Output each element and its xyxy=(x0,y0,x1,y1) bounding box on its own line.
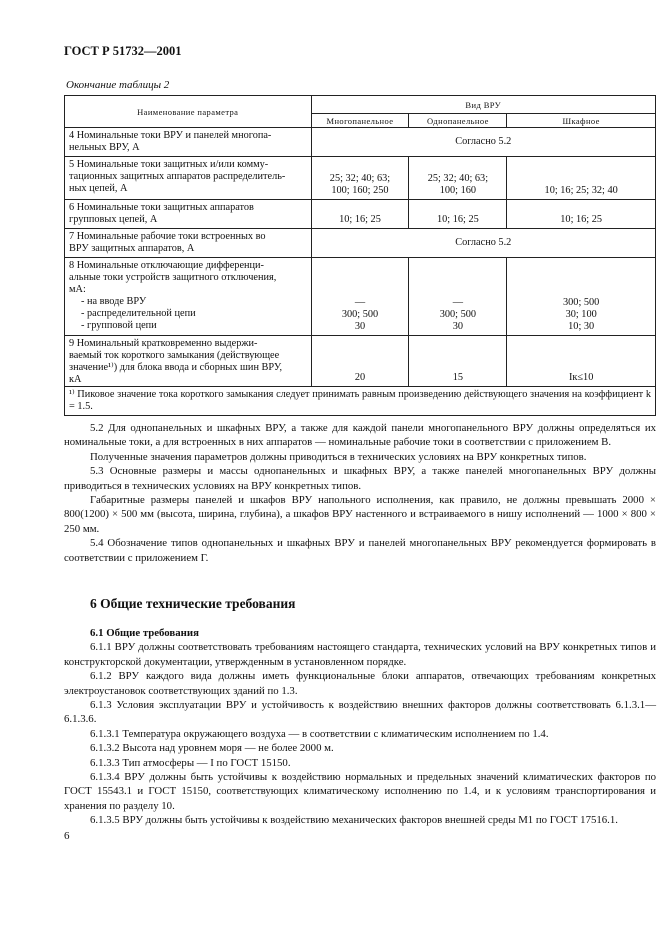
section-body xyxy=(64,626,656,828)
parameter-line: групповых цепей, А xyxy=(69,214,158,225)
parameters-table xyxy=(64,95,656,416)
parameter-line: нельных ВРУ, А xyxy=(69,142,140,153)
merged-value: Согласно 5.2 xyxy=(311,229,655,258)
parameter-line: ваемый ток короткого замыкания (действующее xyxy=(69,350,280,361)
value-line: 30; 100 xyxy=(565,309,597,320)
parameter-name xyxy=(65,200,312,229)
document-id: ГОСТ Р 51732—2001 xyxy=(64,44,182,58)
value-line: 10; 16; 25; 32; 40 xyxy=(544,185,618,196)
parameter-name xyxy=(65,336,312,387)
parameter-name xyxy=(65,258,312,336)
paragraph: 6.1.3.4 ВРУ должны быть устойчивы к воздействию нормальных и предельных значений климатических факторов по ГОСТ 15543.1 и ГОСТ 15150, соответствующих климатическому исполнению по 1.4, и к условиям транспортирования и хранения по разделу 10. xyxy=(64,771,656,812)
paragraph: 6.1.3.2 Высота над уровнем моря — не более 2000 м. xyxy=(90,742,334,755)
value-line: — xyxy=(354,297,366,308)
value-line: 30 xyxy=(452,321,464,332)
table-footnote: ¹⁾ Пиковое значение тока короткого замыкания следует принимать равным произведению действующего значения на коэффициент k = 1.5. xyxy=(65,387,656,416)
parameter-line: ВРУ защитных аппаратов, А xyxy=(69,243,195,254)
parameter-line: мА: xyxy=(69,284,86,295)
value-line: 25; 32; 40; 63; xyxy=(427,173,489,184)
parameter-line: 4 Номинальные токи ВРУ и панелей многопа- xyxy=(69,130,272,141)
value-line: Iк≤10 xyxy=(568,372,594,383)
value-multi xyxy=(311,336,409,387)
table-body xyxy=(65,128,656,387)
parameter-line: - распределительной цепи xyxy=(81,308,196,319)
column-header-group: Вид ВРУ xyxy=(311,96,655,114)
value-single xyxy=(409,157,507,200)
parameter-line: 5 Номинальные токи защитных и/или комму- xyxy=(69,159,269,170)
parameter-name xyxy=(65,229,312,258)
table-row xyxy=(65,336,656,387)
value-cabinet xyxy=(507,336,656,387)
value-line: 100; 160 xyxy=(439,185,477,196)
value-line: 300; 500 xyxy=(563,297,600,308)
parameter-line: - групповой цепи xyxy=(81,320,157,331)
column-header-single: Однопанельное xyxy=(409,114,507,128)
value-line: 25; 32; 40; 63; xyxy=(329,173,391,184)
paragraph: 6.1.3.3 Тип атмосферы — I по ГОСТ 15150. xyxy=(90,756,291,769)
column-header-parameter: Наименование параметра xyxy=(65,96,312,128)
value-multi xyxy=(311,200,409,229)
value-line: — xyxy=(452,297,464,308)
value-multi xyxy=(311,258,409,336)
parameter-name xyxy=(65,157,312,200)
section-title: 6 Общие технические требования xyxy=(90,596,296,611)
parameter-line: альные токи устройств защитного отключения, xyxy=(69,272,277,283)
value-line: 10; 16; 25 xyxy=(437,214,479,225)
paragraph: 6.1.3 Условия эксплуатации ВРУ и устойчивость к воздействию внешних факторов должны соответствовать 6.1.3.1—6.1.3.6. xyxy=(64,699,656,726)
value-line: 100; 160; 250 xyxy=(331,185,389,196)
parameter-line: 7 Номинальные рабочие токи встроенных во xyxy=(69,231,266,242)
paragraph: 6.1.1 ВРУ должны соответствовать требованиям настоящего стандарта, технических условий на ВРУ конкретных типов и конструкторской документации, утвержденным в установленном порядке. xyxy=(64,641,656,668)
value-line: 20 xyxy=(354,372,366,383)
parameter-line: - на вводе ВРУ xyxy=(81,296,147,307)
parameter-line: значение¹⁾) для блока ввода и сборных шин ВРУ, xyxy=(69,362,283,373)
paragraph: 5.4 Обозначение типов однопанельных и шкафных ВРУ и панелей многопанельных ВРУ рекомендуется формировать в соответствии с приложением Г. xyxy=(64,537,656,564)
parameter-line: 9 Номинальный кратковременно выдержи- xyxy=(69,338,258,349)
parameter-line: тационных защитных аппаратов распределитель- xyxy=(69,171,286,182)
paragraph: 5.3 Основные размеры и массы однопанельных и шкафных ВРУ, а также панелей многопанельных ВРУ должны приводиться в технических условиях на ВРУ конкретных типов. xyxy=(64,465,656,492)
table-caption: Окончание таблицы 2 xyxy=(66,79,170,91)
parameter-line: 8 Номинальные отключающие дифференци- xyxy=(69,260,264,271)
body-paragraphs xyxy=(64,421,656,565)
column-header-multi: Многопанельное xyxy=(311,114,409,128)
value-line: 300; 500 xyxy=(439,309,477,320)
paragraph: 6.1.3.5 ВРУ должны быть устойчивы к воздействию механических факторов внешней среды М1 по ГОСТ 17516.1. xyxy=(90,814,618,827)
value-cabinet xyxy=(507,200,656,229)
value-line: 10; 30 xyxy=(568,321,595,332)
paragraph: 5.2 Для однопанельных и шкафных ВРУ, а также для каждой панели многопанельного ВРУ должны определяться их номинальные токи, а для встроенных в них аппаратов — номинальные рабочие токи в соответствии с приложением В. xyxy=(64,422,656,449)
value-single xyxy=(409,258,507,336)
paragraph: 6.1.3.1 Температура окружающего воздуха — в соответствии с климатическим исполнением по 1.4. xyxy=(90,727,549,740)
paragraph: 6.1.2 ВРУ каждого вида должны иметь функциональные блоки аппаратов, отвечающих требованиям конкретных электроустановок соответствующих зданий по 1.3. xyxy=(64,670,656,697)
merged-value: Согласно 5.2 xyxy=(311,128,655,157)
table-row xyxy=(65,200,656,229)
value-cabinet xyxy=(507,157,656,200)
subsection-title: 6.1 Общие требования xyxy=(90,627,199,639)
value-line: 30 xyxy=(354,321,366,332)
page-number: 6 xyxy=(64,830,70,842)
value-multi xyxy=(311,157,409,200)
parameter-line: кА xyxy=(69,374,82,385)
paragraph: Габаритные размеры панелей и шкафов ВРУ напольного исполнения, как правило, не должны превышать 2000 × 800(1200) × 500 мм (высота, ширина, глубина), а шкафов ВРУ настенного и встраиваемого в нишу исполнений — 1000 × 800 × 250 мм. xyxy=(64,494,656,535)
value-cabinet xyxy=(507,258,656,336)
paragraph: Полученные значения параметров должны приводиться в технических условиях на ВРУ конкретных типов. xyxy=(90,450,587,463)
value-line: 300; 500 xyxy=(341,309,379,320)
parameter-line: 6 Номинальные токи защитных аппаратов xyxy=(69,202,254,213)
table-row xyxy=(65,229,656,258)
table-row xyxy=(65,258,656,336)
table-row xyxy=(65,157,656,200)
table-row xyxy=(65,128,656,157)
value-single xyxy=(409,336,507,387)
parameter-name xyxy=(65,128,312,157)
value-line: 10; 16; 25 xyxy=(560,214,603,225)
value-single xyxy=(409,200,507,229)
column-header-cabinet: Шкафное xyxy=(507,114,656,128)
value-line: 15 xyxy=(452,372,464,383)
value-line: 10; 16; 25 xyxy=(339,214,381,225)
parameter-line: ных цепей, А xyxy=(69,183,128,194)
